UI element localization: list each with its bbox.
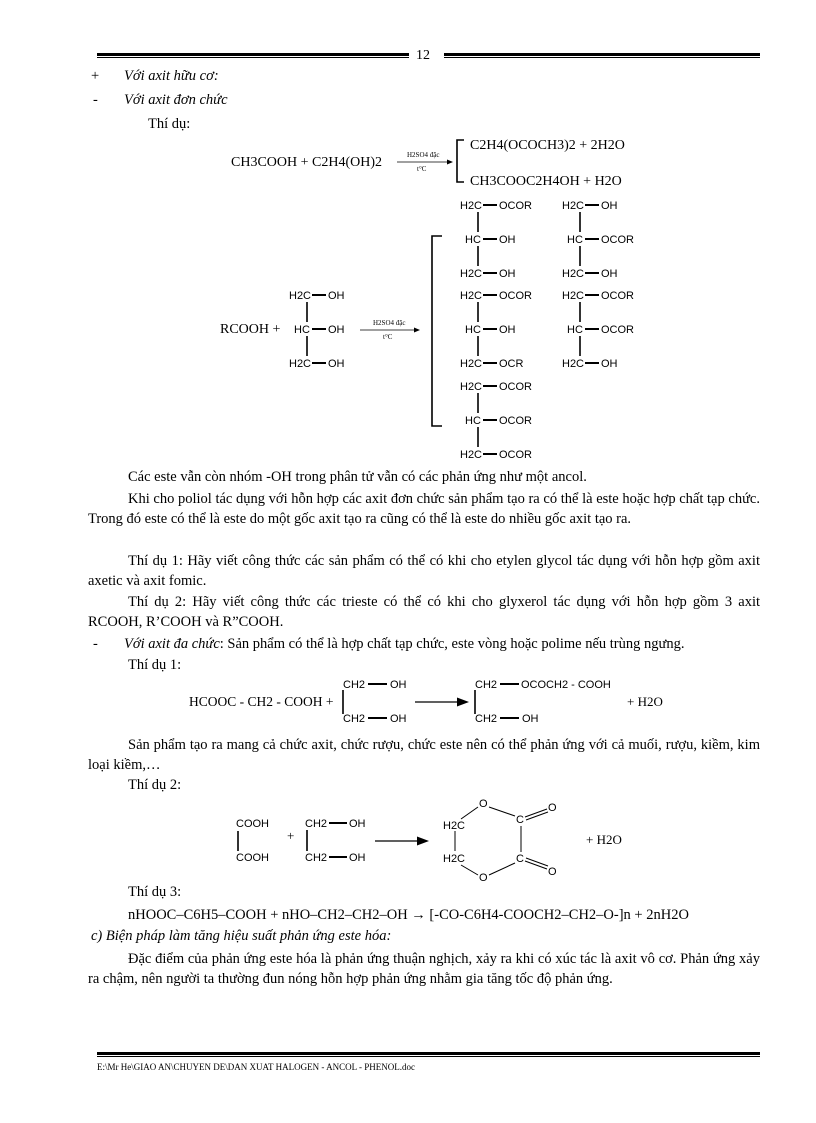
eqb-ring-h2c-top: H2C bbox=[443, 820, 466, 832]
equation-a bbox=[185, 673, 685, 727]
example-1-label: Thí dụ 1: bbox=[128, 657, 182, 673]
pa3-1c: H2C bbox=[460, 381, 483, 393]
eqb-r-oh-top: OH bbox=[349, 818, 366, 830]
pb2-1g: OCOR bbox=[601, 290, 634, 302]
paragraph-5: Sản phẩm tạo ra mang cả chức axit, chức rượu, chức este nên có thể phản ứng với cả muối, rượu, kiềm, kim loại kiềm,… bbox=[88, 737, 760, 773]
footer-rule bbox=[97, 1052, 760, 1057]
eq2-lhs: RCOOH + bbox=[220, 322, 281, 337]
header-rule-right bbox=[444, 53, 760, 58]
eqb-r-ch2-top: CH2 bbox=[305, 818, 328, 830]
pb2-2c: HC bbox=[567, 324, 583, 336]
product-b2 bbox=[562, 290, 634, 370]
pa2-2c: HC bbox=[465, 324, 481, 336]
eq2-cond-top: H2SO4 đặc bbox=[373, 319, 406, 327]
eq1-cond-bot: t°C bbox=[417, 165, 427, 173]
eqa-p-ester: OCOCH2 - COOH bbox=[521, 679, 611, 691]
product-a1 bbox=[460, 200, 532, 280]
eqb-cooh-top: COOH bbox=[236, 818, 269, 830]
g-r3-c: H2C bbox=[289, 358, 312, 370]
eqb-ring-h2c-bot: H2C bbox=[443, 853, 466, 865]
pb2-3g: OH bbox=[601, 358, 618, 370]
eqa-r-oh-bot: OH bbox=[390, 713, 407, 725]
pa1-2c: HC bbox=[465, 234, 481, 246]
paragraph-6: Đặc điểm của phản ứng este hóa là phản ứng thuận nghịch, xảy ra khi có xúc tác là axit vô cơ. Phản ứng xảy ra chậm, nên người ta thường đun nóng hỗn hợp phản ứng nhằm gia tăng tốc độ phản ứng. bbox=[88, 951, 760, 987]
g-r1-g: OH bbox=[328, 290, 345, 302]
poly-acid-line bbox=[124, 634, 685, 654]
pb2-1c: H2C bbox=[562, 290, 585, 302]
eqa-water: + H2O bbox=[627, 694, 663, 709]
g-r1-c: H2C bbox=[289, 290, 312, 302]
example-label: Thí dụ: bbox=[148, 116, 191, 132]
footer-path: E:\Mr He\GIAO AN\CHUYEN DE\DAN XUAT HALOGEN - ANCOL - PHENOL.doc bbox=[97, 1062, 415, 1072]
paragraph-2: Khi cho poliol tác dụng với hỗn hợp các axit đơn chức sản phẩm tạo ra có thể là este hoặc hợp chất tạp chức. Trong đó este có thể là este do một gốc axit tạo ra cũng có thể là este do nhiều gốc axit tạo ra. bbox=[88, 491, 760, 527]
pa1-2g: OH bbox=[499, 234, 516, 246]
eq1-prod2: CH3COOC2H4OH + H2O bbox=[470, 174, 622, 189]
eqb-carbonyl-o-bot: O bbox=[548, 866, 557, 878]
pa1-3g: OH bbox=[499, 268, 516, 280]
glycerol-reactant bbox=[289, 290, 345, 370]
pb1-3c: H2C bbox=[562, 268, 585, 280]
eq1-prod1: C2H4(OCOCH3)2 + 2H2O bbox=[470, 138, 625, 153]
bullet-plus: + bbox=[91, 68, 100, 84]
equation-2-glycerol bbox=[210, 192, 650, 468]
pa3-3c: H2C bbox=[460, 449, 483, 461]
header-rule-left bbox=[97, 53, 409, 58]
pa2-1c: H2C bbox=[460, 290, 483, 302]
pb2-2g: OCOR bbox=[601, 324, 634, 336]
eqa-r-ch2-top: CH2 bbox=[343, 679, 366, 691]
paragraph-1: Các este vẫn còn nhóm -OH trong phân tử vẫn có các phản ứng như một ancol. bbox=[128, 469, 587, 485]
pb1-1c: H2C bbox=[562, 200, 585, 212]
eqb-r-oh-bot: OH bbox=[349, 852, 366, 864]
poly-acid-rest: : Sản phẩm có thể là hợp chất tạp chức, este vòng hoặc polime nếu trùng ngưng. bbox=[219, 636, 685, 652]
poly-acid-label: Với axit đa chức bbox=[124, 636, 220, 652]
pb2-3c: H2C bbox=[562, 358, 585, 370]
bullet-dash-1: - bbox=[93, 92, 98, 108]
pa3-1g: OCOR bbox=[499, 381, 532, 393]
heading-c: c) Biện pháp làm tăng hiệu suất phản ứng este hóa: bbox=[91, 928, 392, 944]
eqb-plus: + bbox=[287, 828, 295, 843]
example-2-label: Thí dụ 2: bbox=[128, 777, 182, 793]
pa2-2g: OH bbox=[499, 324, 516, 336]
eq2-cond-bot: t°C bbox=[383, 333, 393, 341]
pa1-1c: H2C bbox=[460, 200, 483, 212]
equation-c: nHOOC–C6H5–COOH + nHO–CH2–CH2–OH → [-CO-C6H4-COOCH2–CH2–O-]n + 2nH2O bbox=[128, 907, 689, 923]
eqb-r-ch2-bot: CH2 bbox=[305, 852, 328, 864]
pa3-3g: OCOR bbox=[499, 449, 532, 461]
pb1-2g: OCOR bbox=[601, 234, 634, 246]
eqb-carbonyl-o-top: O bbox=[548, 802, 557, 814]
pa2-1g: OCOR bbox=[499, 290, 532, 302]
pa3-2c: HC bbox=[465, 415, 481, 427]
eqb-ring-o-bot: O bbox=[479, 872, 488, 881]
eqb-cooh-bot: COOH bbox=[236, 852, 269, 864]
pa2-3g: OCR bbox=[499, 358, 524, 370]
eqa-p-ch2-top: CH2 bbox=[475, 679, 498, 691]
product-a2 bbox=[460, 290, 532, 370]
pb1-1g: OH bbox=[601, 200, 618, 212]
product-b1 bbox=[562, 200, 634, 280]
mono-acid-heading: Với axit đơn chức bbox=[124, 92, 228, 108]
pb1-3g: OH bbox=[601, 268, 618, 280]
eq1-cond-top: H2SO4 đặc bbox=[407, 151, 440, 159]
organic-acid-heading: Với axit hữu cơ: bbox=[124, 68, 219, 84]
eqa-r-ch2-bot: CH2 bbox=[343, 713, 366, 725]
eqa-p-ch2-bot: CH2 bbox=[475, 713, 498, 725]
g-r2-c: HC bbox=[294, 324, 310, 336]
example-3-label: Thí dụ 3: bbox=[128, 884, 182, 900]
eqa-r-oh-top: OH bbox=[390, 679, 407, 691]
paragraph-4: Thí dụ 2: Hãy viết công thức các trieste có thể có khi cho glyxerol tác dụng với hỗn hợp gồm 3 axit RCOOH, R’COOH và R”COOH. bbox=[88, 594, 760, 630]
paragraph-3: Thí dụ 1: Hãy viết công thức các sản phẩm có thể có khi cho etylen glycol tác dụng với hỗn hợp gồm axit axetic và axit fomic. bbox=[88, 553, 760, 589]
pb1-2c: HC bbox=[567, 234, 583, 246]
pa3-2g: OCOR bbox=[499, 415, 532, 427]
equation-1 bbox=[225, 132, 645, 192]
page-number: 12 bbox=[416, 48, 430, 63]
bullet-dash-2: - bbox=[93, 636, 98, 652]
g-r2-g: OH bbox=[328, 324, 345, 336]
eqb-water: + H2O bbox=[586, 832, 622, 847]
equation-b-cyclic bbox=[225, 795, 645, 881]
eqb-ring-c-bot: C bbox=[516, 853, 524, 865]
eqb-ring-c-top: C bbox=[516, 814, 524, 826]
pa1-3c: H2C bbox=[460, 268, 483, 280]
g-r3-g: OH bbox=[328, 358, 345, 370]
pa2-3c: H2C bbox=[460, 358, 483, 370]
eq1-lhs: CH3COOH + C2H4(OH)2 bbox=[231, 155, 383, 170]
eqa-lhs: HCOOC - CH2 - COOH + bbox=[189, 694, 334, 709]
product-a3 bbox=[460, 381, 532, 461]
eqa-p-oh-bot: OH bbox=[522, 713, 539, 725]
eqb-ring-o-top: O bbox=[479, 798, 488, 810]
pa1-1g: OCOR bbox=[499, 200, 532, 212]
